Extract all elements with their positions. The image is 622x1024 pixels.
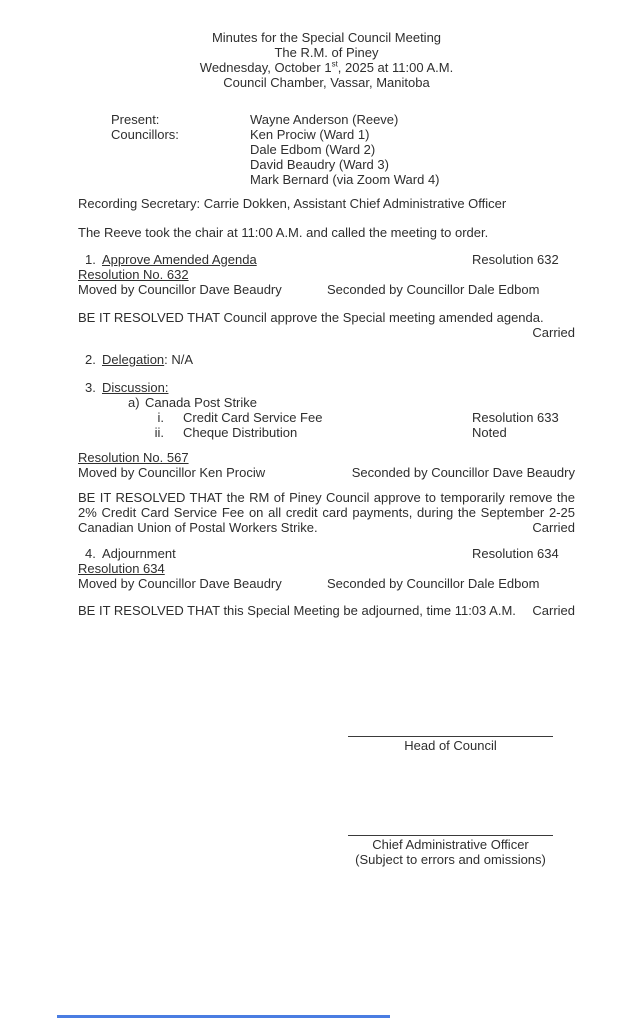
item3-resolution-no-row — [78, 450, 575, 465]
item1-resolution-ref: Resolution 632 — [472, 252, 559, 267]
item3-sub-a-text: Canada Post Strike — [145, 395, 258, 410]
item4-heading-row — [78, 546, 575, 561]
item3-resolution-no: Resolution No. 567 — [78, 450, 189, 465]
item4-resolution-ref: Resolution 634 — [472, 546, 559, 561]
attendance-row — [78, 112, 575, 127]
item3-carried: Carried — [532, 520, 575, 535]
item3-sub-a-row — [78, 395, 575, 410]
attendee-councillor: Dale Edbom (Ward 2) — [250, 142, 376, 157]
meeting-date-suffix: , 2025 at 11:00 A.M. — [337, 60, 454, 75]
item1-moved-row — [78, 282, 575, 297]
item1-moved-by: Moved by Councillor Dave Beaudry — [78, 282, 282, 297]
date-ordinal-suffix: st — [331, 59, 338, 69]
item3-sub-ii-text: Cheque Distribution — [183, 425, 298, 440]
item3-moved-by: Moved by Councillor Ken Prociw — [78, 465, 266, 480]
item3-moved-row — [78, 465, 575, 480]
item1-resolution-no: Resolution No. 632 — [78, 267, 189, 282]
meeting-date — [78, 60, 575, 75]
item3-seconded-by: Seconded by Councillor Dave Beaudry — [351, 465, 575, 480]
item1-resolved-text: BE IT RESOLVED THAT Council approve the Special meeting amended agenda. — [78, 310, 544, 325]
item3-sub-i-label: i. — [157, 410, 164, 425]
item1-number: 1. — [85, 252, 96, 267]
item3-sub-ii-note: Noted — [472, 425, 507, 440]
item3-sub-i-note: Resolution 633 — [472, 410, 559, 425]
item4-resolution-no: Resolution 634 — [78, 561, 165, 576]
head-of-council-signature — [348, 736, 553, 753]
attendee-councillor: Mark Bernard (via Zoom Ward 4) — [250, 172, 440, 187]
item2-value: : N/A — [164, 352, 194, 367]
item1-resolution-no-row — [78, 267, 575, 282]
attendee-councillor: David Beaudry (Ward 3) — [250, 157, 389, 172]
item4-title: Adjournment — [102, 546, 176, 561]
councillors-label: Councillors: — [111, 127, 179, 142]
item3-heading-row — [78, 380, 575, 395]
attendance-row — [78, 127, 575, 142]
cao-signature — [348, 835, 553, 867]
attendance-section — [78, 112, 575, 187]
call-to-order-line: The Reeve took the chair at 11:00 A.M. and called the meeting to order. — [78, 225, 489, 240]
recording-secretary-line: Recording Secretary: Carrie Dokken, Assistant Chief Administrative Officer — [78, 196, 507, 211]
item1-seconded-by: Seconded by Councillor Dale Edbom — [327, 282, 540, 297]
item2-heading-row — [78, 352, 575, 367]
item3-sub-i-row — [78, 410, 575, 425]
meeting-date-prefix: Wednesday, October 1 — [199, 60, 332, 75]
item4-resolved-row — [78, 603, 575, 618]
item1-heading-row — [78, 252, 575, 267]
item4-moved-row — [78, 576, 575, 591]
item1-carried-row — [78, 325, 575, 340]
item3-sub-ii-label: ii. — [154, 425, 164, 440]
attendance-row — [78, 157, 575, 172]
item4-number: 4. — [85, 546, 96, 561]
cao-note: (Subject to errors and omissions) — [355, 852, 546, 867]
item4-resolved-text: BE IT RESOLVED THAT this Special Meeting be adjourned, time 11:03 A.M. — [78, 603, 516, 618]
item3-title: Discussion: — [102, 380, 169, 395]
item4-seconded-by: Seconded by Councillor Dale Edbom — [327, 576, 540, 591]
item1-resolved-row — [78, 310, 575, 325]
bottom-blue-line — [57, 1015, 390, 1018]
item3-number: 3. — [85, 380, 96, 395]
item3-sub-ii-row — [78, 425, 575, 440]
item1-title: Approve Amended Agenda — [102, 252, 257, 267]
item3-sub-i-text: Credit Card Service Fee — [183, 410, 323, 425]
item2-title: Delegation — [102, 352, 165, 367]
present-label: Present: — [111, 112, 160, 127]
item4-moved-by: Moved by Councillor Dave Beaudry — [78, 576, 282, 591]
item4-carried: Carried — [532, 603, 575, 618]
item4-resolution-no-row — [78, 561, 575, 576]
attendee-councillor: Ken Prociw (Ward 1) — [250, 127, 370, 142]
attendance-row — [78, 142, 575, 157]
item2-number: 2. — [85, 352, 96, 367]
head-of-council-label: Head of Council — [404, 738, 497, 753]
attendance-row — [78, 172, 575, 187]
item3-sub-a-label: a) — [128, 395, 140, 410]
item3-resolved-text: BE IT RESOLVED THAT the RM of Piney Council approve to temporarily remove the 2% Credit Card Service Fee on all credit card payments, during the September 2-25 Canadian Union of Postal Workers Strike. — [78, 490, 575, 535]
cao-label: Chief Administrative Officer — [372, 837, 529, 852]
attendee-reeve: Wayne Anderson (Reeve) — [250, 112, 399, 127]
document-header — [78, 30, 575, 90]
item3-resolved-paragraph — [78, 490, 575, 535]
meeting-location: Council Chamber, Vassar, Manitoba — [223, 75, 430, 90]
item1-carried: Carried — [532, 325, 575, 340]
document-title: Minutes for the Special Council Meeting — [211, 30, 442, 45]
organization-name: The R.M. of Piney — [274, 45, 379, 60]
